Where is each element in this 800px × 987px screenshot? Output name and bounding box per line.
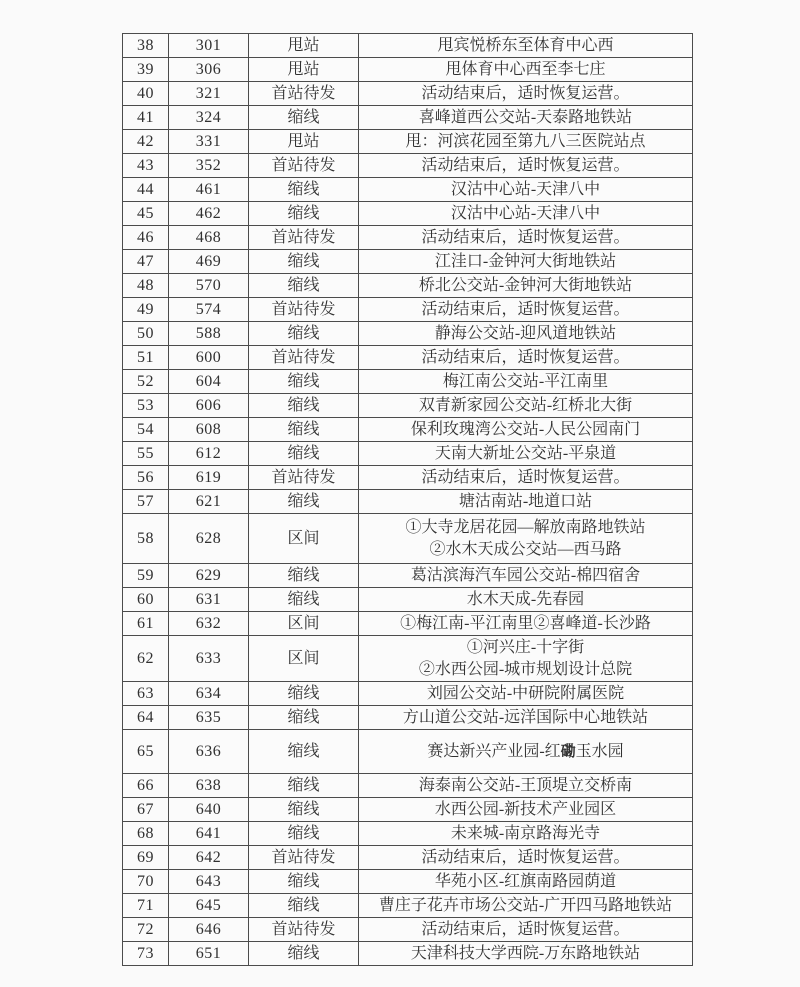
row-number-cell: 49 bbox=[123, 298, 169, 322]
row-number-cell: 59 bbox=[123, 564, 169, 588]
adjustment-type-cell: 缩线 bbox=[249, 490, 359, 514]
description-line: 活动结束后，适时恢复运营。 bbox=[421, 300, 630, 318]
description-line: 活动结束后，适时恢复运营。 bbox=[421, 348, 630, 366]
description-cell bbox=[359, 418, 693, 442]
adjustment-type-cell: 首站待发 bbox=[249, 346, 359, 370]
table-row bbox=[123, 514, 693, 564]
description-cell bbox=[359, 612, 693, 636]
row-number-cell: 58 bbox=[123, 514, 169, 564]
row-number-cell: 40 bbox=[123, 82, 169, 106]
route-number-cell: 619 bbox=[169, 466, 249, 490]
row-number-cell: 50 bbox=[123, 322, 169, 346]
adjustment-type-cell: 缩线 bbox=[249, 202, 359, 226]
row-number-cell: 55 bbox=[123, 442, 169, 466]
row-number-cell: 45 bbox=[123, 202, 169, 226]
description-cell bbox=[359, 178, 693, 202]
adjustment-type-cell: 缩线 bbox=[249, 178, 359, 202]
fallback-glyph: 磡 bbox=[560, 742, 576, 760]
description-line: 塘沽南站-地道口站 bbox=[458, 492, 593, 510]
route-number-cell: 600 bbox=[169, 346, 249, 370]
adjustment-type-cell: 首站待发 bbox=[249, 226, 359, 250]
table-row bbox=[123, 370, 693, 394]
description-cell bbox=[359, 466, 693, 490]
description-line: 水西公园-新技术产业园区 bbox=[434, 800, 617, 818]
description-cell bbox=[359, 34, 693, 58]
route-number-cell: 631 bbox=[169, 588, 249, 612]
description-cell bbox=[359, 846, 693, 870]
adjustment-type-cell: 首站待发 bbox=[249, 82, 359, 106]
adjustment-type-cell: 缩线 bbox=[249, 682, 359, 706]
description-cell bbox=[359, 442, 693, 466]
row-number-cell: 42 bbox=[123, 130, 169, 154]
table-row bbox=[123, 226, 693, 250]
description-line: 静海公交站-迎风道地铁站 bbox=[434, 324, 617, 342]
row-number-cell: 48 bbox=[123, 274, 169, 298]
route-number-cell: 633 bbox=[169, 636, 249, 682]
description-cell bbox=[359, 106, 693, 130]
table-row bbox=[123, 250, 693, 274]
route-number-cell: 641 bbox=[169, 822, 249, 846]
route-number-cell: 643 bbox=[169, 870, 249, 894]
adjustment-type-cell: 首站待发 bbox=[249, 846, 359, 870]
adjustment-type-cell: 首站待发 bbox=[249, 918, 359, 942]
description-line: 水木天成-先春园 bbox=[466, 590, 585, 608]
description-line: 双青新家园公交站-红桥北大街 bbox=[418, 396, 633, 414]
route-number-cell: 352 bbox=[169, 154, 249, 178]
table-row bbox=[123, 636, 693, 682]
description-cell bbox=[359, 918, 693, 942]
table-row bbox=[123, 730, 693, 774]
route-number-cell: 461 bbox=[169, 178, 249, 202]
adjustment-type-cell: 缩线 bbox=[249, 798, 359, 822]
description-line: 刘园公交站-中研院附属医院 bbox=[426, 684, 625, 702]
adjustment-type-cell: 区间 bbox=[249, 514, 359, 564]
table-row bbox=[123, 588, 693, 612]
table-row bbox=[123, 682, 693, 706]
description-cell bbox=[359, 774, 693, 798]
route-number-cell: 636 bbox=[169, 730, 249, 774]
row-number-cell: 61 bbox=[123, 612, 169, 636]
description-line: 桥北公交站-金钟河大街地铁站 bbox=[418, 276, 633, 294]
description-line: 梅江南公交站-平江南里 bbox=[442, 372, 609, 390]
route-number-cell: 331 bbox=[169, 130, 249, 154]
row-number-cell: 43 bbox=[123, 154, 169, 178]
table-row bbox=[123, 274, 693, 298]
route-number-cell: 629 bbox=[169, 564, 249, 588]
description-line: ①河兴庄-十字街 bbox=[466, 638, 585, 656]
row-number-cell: 65 bbox=[123, 730, 169, 774]
row-number-cell: 62 bbox=[123, 636, 169, 682]
description-cell bbox=[359, 636, 693, 682]
table-row bbox=[123, 394, 693, 418]
adjustment-type-cell: 首站待发 bbox=[249, 298, 359, 322]
description-line: 活动结束后，适时恢复运营。 bbox=[421, 920, 630, 938]
adjustment-type-cell: 缩线 bbox=[249, 706, 359, 730]
table-row bbox=[123, 322, 693, 346]
description-line: 天津科技大学西院-万东路地铁站 bbox=[410, 944, 641, 962]
table-row bbox=[123, 822, 693, 846]
description-line: 甩：河滨花园至第九八三医院站点 bbox=[405, 132, 646, 150]
row-number-cell: 54 bbox=[123, 418, 169, 442]
row-number-cell: 51 bbox=[123, 346, 169, 370]
adjustment-type-cell: 缩线 bbox=[249, 774, 359, 798]
bus-route-adjustment-table bbox=[122, 33, 693, 966]
route-number-cell: 574 bbox=[169, 298, 249, 322]
description-line: 江洼口-金钟河大街地铁站 bbox=[434, 252, 617, 270]
description-cell bbox=[359, 58, 693, 82]
adjustment-type-cell: 缩线 bbox=[249, 894, 359, 918]
row-number-cell: 38 bbox=[123, 34, 169, 58]
description-line: ②水西公园-城市规划设计总院 bbox=[418, 660, 633, 678]
table-row bbox=[123, 870, 693, 894]
description-line: ①梅江南-平江南里②喜峰道-长沙路 bbox=[400, 614, 651, 632]
description-cell bbox=[359, 202, 693, 226]
description-cell bbox=[359, 894, 693, 918]
description-cell bbox=[359, 82, 693, 106]
table-row bbox=[123, 774, 693, 798]
route-number-cell: 638 bbox=[169, 774, 249, 798]
description-line: ②水木天成公交站—西马路 bbox=[429, 540, 622, 558]
description-cell bbox=[359, 370, 693, 394]
description-line: 汉沽中心站-天津八中 bbox=[450, 180, 601, 198]
route-number-cell: 468 bbox=[169, 226, 249, 250]
row-number-cell: 47 bbox=[123, 250, 169, 274]
description-cell bbox=[359, 298, 693, 322]
description-cell bbox=[359, 274, 693, 298]
adjustment-type-cell: 甩站 bbox=[249, 58, 359, 82]
route-number-cell: 469 bbox=[169, 250, 249, 274]
description-line: 汉沽中心站-天津八中 bbox=[450, 204, 601, 222]
description-line: 活动结束后，适时恢复运营。 bbox=[421, 468, 630, 486]
row-number-cell: 39 bbox=[123, 58, 169, 82]
description-line: 葛沽滨海汽车园公交站-棉四宿舍 bbox=[410, 566, 641, 584]
row-number-cell: 41 bbox=[123, 106, 169, 130]
description-line: 保利玫瑰湾公交站-人民公园南门 bbox=[410, 420, 641, 438]
adjustment-type-cell: 缩线 bbox=[249, 418, 359, 442]
row-number-cell: 70 bbox=[123, 870, 169, 894]
route-number-cell: 606 bbox=[169, 394, 249, 418]
adjustment-type-cell: 缩线 bbox=[249, 942, 359, 966]
description-cell bbox=[359, 870, 693, 894]
description-line: 华苑小区-红旗南路园荫道 bbox=[434, 872, 617, 890]
table-row bbox=[123, 58, 693, 82]
description-cell bbox=[359, 154, 693, 178]
route-number-cell: 646 bbox=[169, 918, 249, 942]
adjustment-type-cell: 缩线 bbox=[249, 564, 359, 588]
route-number-cell: 301 bbox=[169, 34, 249, 58]
row-number-cell: 69 bbox=[123, 846, 169, 870]
description-cell bbox=[359, 322, 693, 346]
adjustment-type-cell: 首站待发 bbox=[249, 466, 359, 490]
description-cell bbox=[359, 250, 693, 274]
description-line: 喜峰道西公交站-天泰路地铁站 bbox=[418, 108, 633, 126]
row-number-cell: 63 bbox=[123, 682, 169, 706]
route-number-cell: 640 bbox=[169, 798, 249, 822]
route-number-cell: 645 bbox=[169, 894, 249, 918]
description-cell bbox=[359, 682, 693, 706]
description-cell bbox=[359, 226, 693, 250]
row-number-cell: 53 bbox=[123, 394, 169, 418]
table-row bbox=[123, 918, 693, 942]
description-cell bbox=[359, 588, 693, 612]
table-row bbox=[123, 846, 693, 870]
description-line: 海泰南公交站-王顶堤立交桥南 bbox=[418, 776, 633, 794]
table-row bbox=[123, 130, 693, 154]
adjustment-type-cell: 首站待发 bbox=[249, 154, 359, 178]
route-number-cell: 634 bbox=[169, 682, 249, 706]
route-number-cell: 462 bbox=[169, 202, 249, 226]
route-number-cell: 635 bbox=[169, 706, 249, 730]
adjustment-type-cell: 甩站 bbox=[249, 34, 359, 58]
row-number-cell: 57 bbox=[123, 490, 169, 514]
table-row bbox=[123, 178, 693, 202]
adjustment-type-cell: 缩线 bbox=[249, 370, 359, 394]
route-number-cell: 642 bbox=[169, 846, 249, 870]
table-row bbox=[123, 564, 693, 588]
adjustment-type-cell: 缩线 bbox=[249, 106, 359, 130]
route-number-cell: 632 bbox=[169, 612, 249, 636]
table-row bbox=[123, 942, 693, 966]
route-number-cell: 651 bbox=[169, 942, 249, 966]
route-number-cell: 628 bbox=[169, 514, 249, 564]
row-number-cell: 68 bbox=[123, 822, 169, 846]
description-cell bbox=[359, 822, 693, 846]
description-cell bbox=[359, 130, 693, 154]
table-row bbox=[123, 706, 693, 730]
row-number-cell: 52 bbox=[123, 370, 169, 394]
row-number-cell: 60 bbox=[123, 588, 169, 612]
row-number-cell: 72 bbox=[123, 918, 169, 942]
row-number-cell: 73 bbox=[123, 942, 169, 966]
adjustment-type-cell: 缩线 bbox=[249, 274, 359, 298]
description-line: 甩宾悦桥东至体育中心西 bbox=[437, 36, 614, 54]
table-row bbox=[123, 418, 693, 442]
table-row bbox=[123, 82, 693, 106]
description-cell bbox=[359, 564, 693, 588]
adjustment-type-cell: 缩线 bbox=[249, 394, 359, 418]
table-row bbox=[123, 202, 693, 226]
route-number-cell: 570 bbox=[169, 274, 249, 298]
description-line: 活动结束后，适时恢复运营。 bbox=[421, 84, 630, 102]
description-cell bbox=[359, 346, 693, 370]
route-number-cell: 608 bbox=[169, 418, 249, 442]
description-line: 天南大新址公交站-平泉道 bbox=[434, 444, 617, 462]
table-row bbox=[123, 894, 693, 918]
route-number-cell: 612 bbox=[169, 442, 249, 466]
description-line: 活动结束后，适时恢复运营。 bbox=[421, 228, 630, 246]
adjustment-type-cell: 甩站 bbox=[249, 130, 359, 154]
table-row bbox=[123, 346, 693, 370]
adjustment-type-cell: 缩线 bbox=[249, 322, 359, 346]
description-line: 活动结束后，适时恢复运营。 bbox=[421, 848, 630, 866]
row-number-cell: 46 bbox=[123, 226, 169, 250]
adjustment-type-cell: 缩线 bbox=[249, 870, 359, 894]
route-number-cell: 588 bbox=[169, 322, 249, 346]
adjustment-type-cell: 区间 bbox=[249, 612, 359, 636]
adjustment-type-cell: 缩线 bbox=[249, 730, 359, 774]
description-cell bbox=[359, 490, 693, 514]
description-line: 活动结束后，适时恢复运营。 bbox=[421, 156, 630, 174]
adjustment-type-cell: 缩线 bbox=[249, 588, 359, 612]
adjustment-type-cell: 缩线 bbox=[249, 822, 359, 846]
description-cell bbox=[359, 706, 693, 730]
description-cell bbox=[359, 798, 693, 822]
table-row bbox=[123, 798, 693, 822]
table-row bbox=[123, 490, 693, 514]
row-number-cell: 67 bbox=[123, 798, 169, 822]
description-line: 甩体育中心西至李七庄 bbox=[445, 60, 606, 78]
adjustment-type-cell: 缩线 bbox=[249, 442, 359, 466]
route-number-cell: 621 bbox=[169, 490, 249, 514]
row-number-cell: 56 bbox=[123, 466, 169, 490]
description-line: ①大寺龙居花园—解放南路地铁站 bbox=[405, 518, 646, 536]
description-cell bbox=[359, 942, 693, 966]
description-cell bbox=[359, 394, 693, 418]
row-number-cell: 71 bbox=[123, 894, 169, 918]
route-number-cell: 604 bbox=[169, 370, 249, 394]
table-row bbox=[123, 612, 693, 636]
description-line: 曹庄子花卉市场公交站-广开四马路地铁站 bbox=[378, 896, 673, 914]
description-line: 未来城-南京路海光寺 bbox=[450, 824, 601, 842]
row-number-cell: 44 bbox=[123, 178, 169, 202]
table-row bbox=[123, 106, 693, 130]
description-line: 赛达新兴产业园-红磡玉水园 bbox=[427, 742, 624, 760]
table-row bbox=[123, 466, 693, 490]
route-number-cell: 321 bbox=[169, 82, 249, 106]
description-cell bbox=[359, 730, 693, 774]
table-row bbox=[123, 442, 693, 466]
route-number-cell: 306 bbox=[169, 58, 249, 82]
row-number-cell: 66 bbox=[123, 774, 169, 798]
description-line: 方山道公交站-远洋国际中心地铁站 bbox=[402, 708, 649, 726]
row-number-cell: 64 bbox=[123, 706, 169, 730]
table-row bbox=[123, 34, 693, 58]
adjustment-type-cell: 区间 bbox=[249, 636, 359, 682]
route-number-cell: 324 bbox=[169, 106, 249, 130]
table-row bbox=[123, 298, 693, 322]
description-cell bbox=[359, 514, 693, 564]
adjustment-type-cell: 缩线 bbox=[249, 250, 359, 274]
table-row bbox=[123, 154, 693, 178]
